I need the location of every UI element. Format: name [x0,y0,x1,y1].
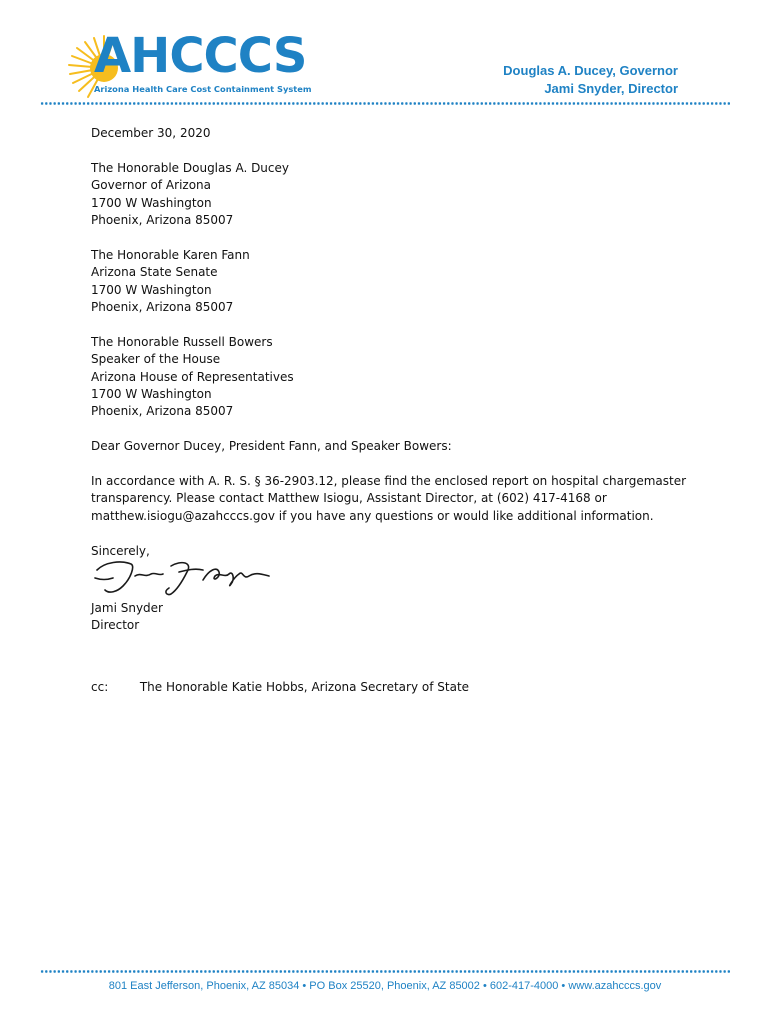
governor-line: Douglas A. Ducey, Governor [503,63,678,78]
recipient-line: Arizona State Senate [91,265,218,280]
footer-address: 801 East Jefferson, Phoenix, AZ 85034 • PO Box 25520, Phoenix, AZ 85002 • 602-417-4000 • www.azahcccs.gov [108,980,662,992]
recipient-line: The Honorable Russell Bowers [91,334,273,349]
recipient-line: Phoenix, Arizona 85007 [91,404,234,419]
logo-tagline: Arizona Health Care Cost Containment System [94,84,312,94]
recipient-line: Phoenix, Arizona 85007 [91,300,234,315]
header-divider [40,102,730,105]
letter-body [91,125,691,635]
recipient-line: Speaker of the House [91,352,221,367]
signer-name: Jami Snyder [91,601,163,616]
recipient-line: 1700 W Washington [91,195,212,210]
letter-closing: Sincerely, [91,543,150,558]
cc-line [91,680,469,694]
letter-salutation: Dear Governor Ducey, President Fann, and Speaker Bowers: [91,439,452,454]
recipient-line: The Honorable Karen Fann [91,247,250,262]
recipient-line: 1700 W Washington [91,282,212,297]
paragraph-line: transparency. Please contact Matthew Isiogu, Assistant Director, at (602) 417-4168 or [91,491,607,506]
recipient-line: 1700 W Washington [91,387,212,402]
footer-divider [40,970,730,973]
director-line: Jami Snyder, Director [544,81,678,96]
logo-wordmark: AHCCCS [94,28,307,84]
recipient-line: Governor of Arizona [91,178,211,193]
cc-label: cc: [91,680,109,694]
paragraph-line: matthew.isiogu@azahcccs.gov if you have any questions or would like additional information. [91,508,654,523]
ahcccs-logo [64,28,312,104]
signature-image [91,556,281,600]
signer-title: Director [91,618,140,633]
letter-date: December 30, 2020 [91,126,211,140]
recipient-line: Phoenix, Arizona 85007 [91,213,234,228]
paragraph-line: In accordance with A. R. S. § 36-2903.12, please find the enclosed report on hospital chargemaster [91,474,687,489]
recipient-line: Arizona House of Representatives [91,369,294,384]
header-officials [503,62,678,98]
cc-recipient: The Honorable Katie Hobbs, Arizona Secretary of State [139,680,470,694]
recipient-line: The Honorable Douglas A. Ducey [91,160,289,175]
